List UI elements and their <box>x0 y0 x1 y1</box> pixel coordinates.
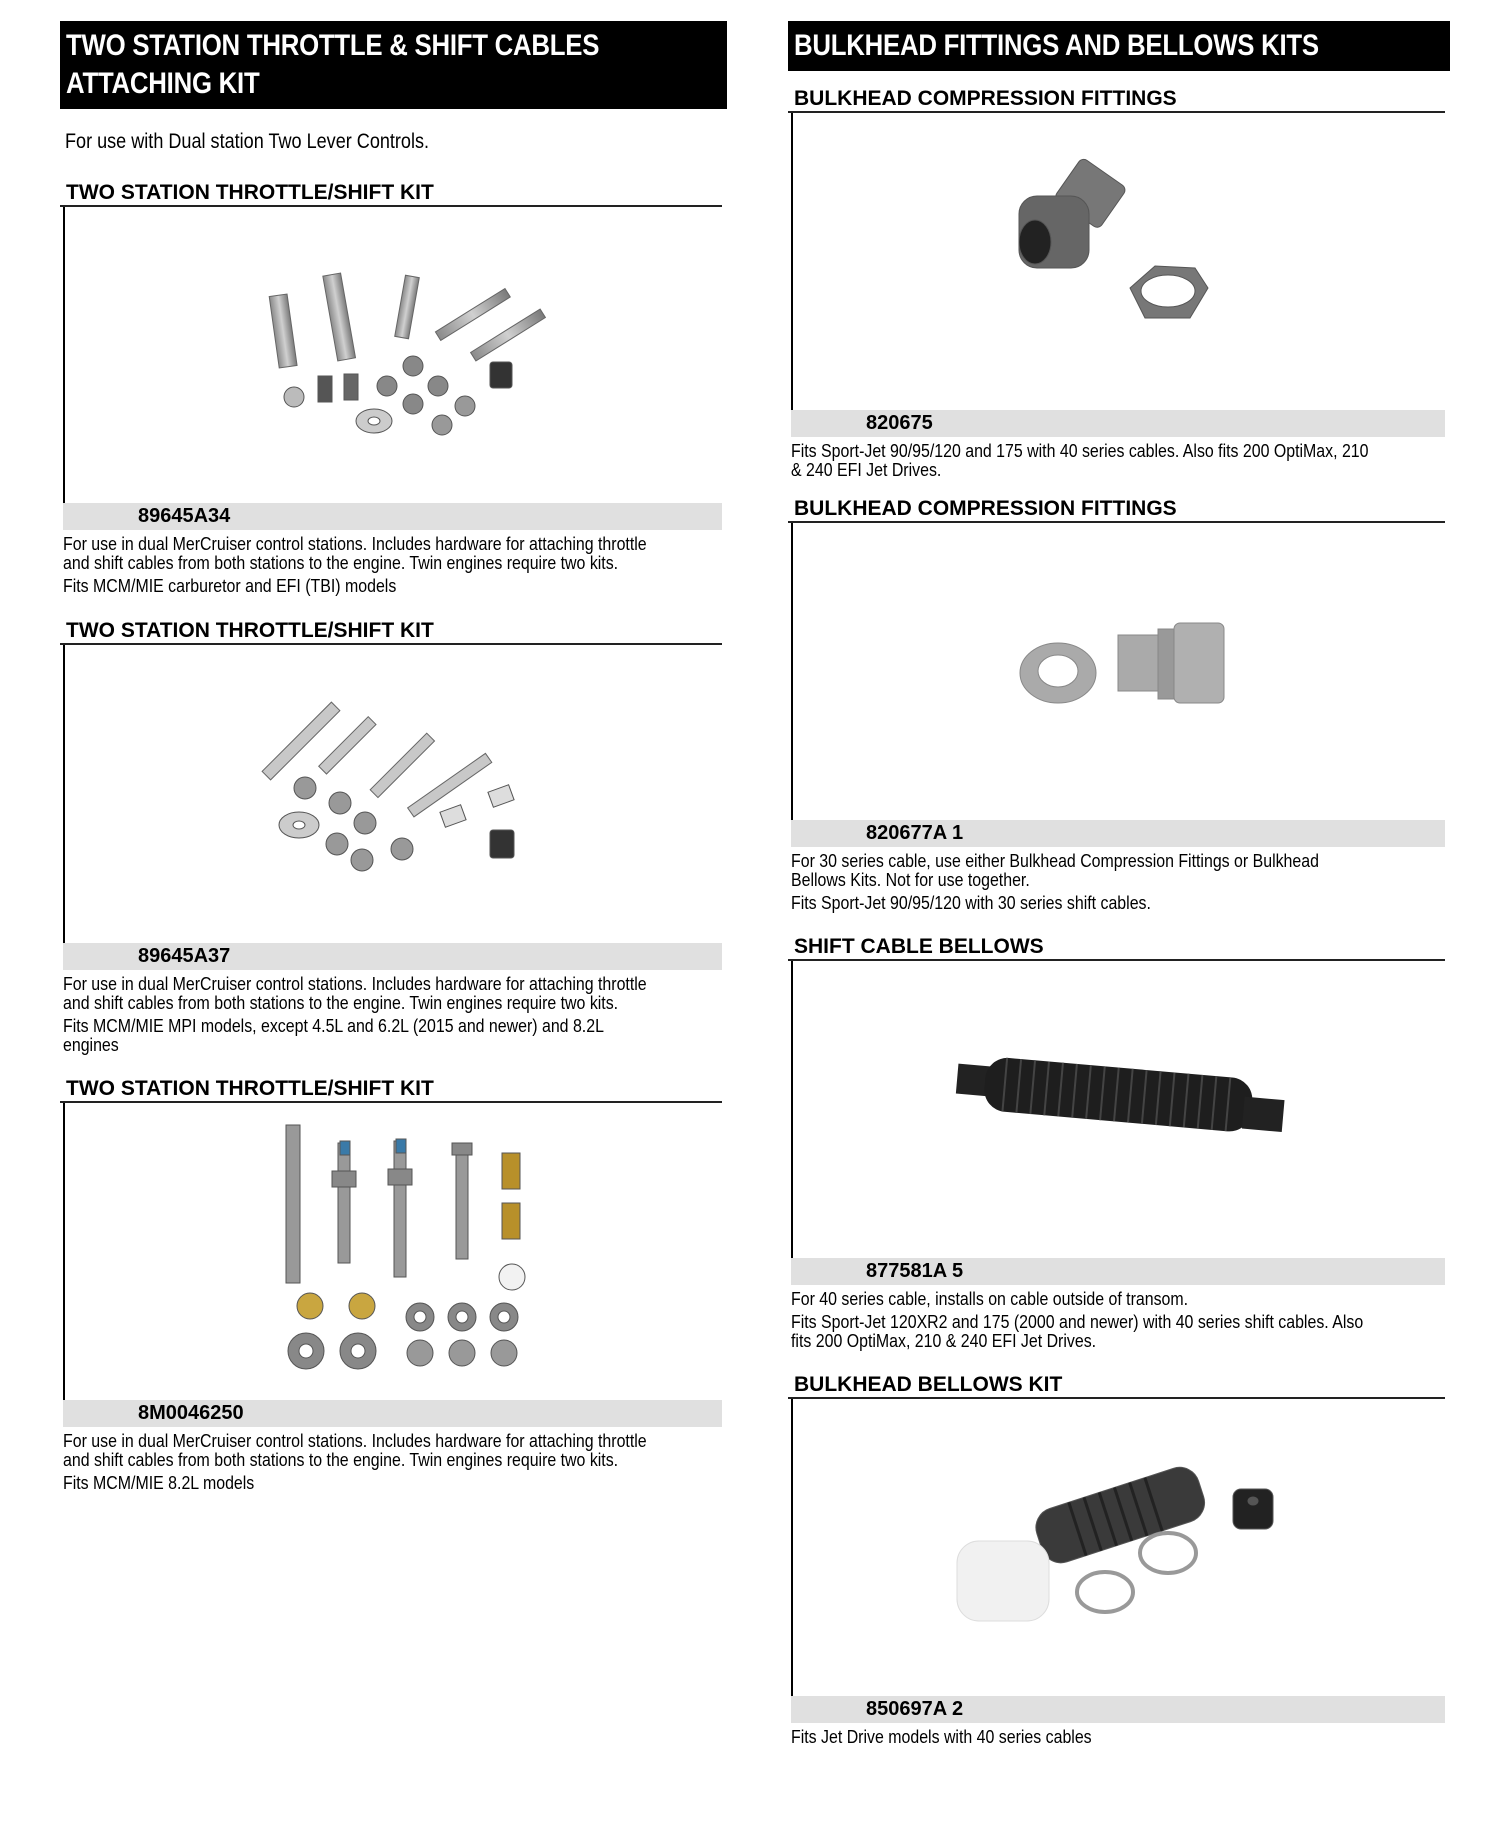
part-number: 877581A 5 <box>791 1258 1445 1285</box>
product-820677A-1 <box>788 497 1445 916</box>
product-image-frame <box>63 1103 722 1400</box>
compression-fitting-icon <box>1005 138 1245 358</box>
product-877581A-5 <box>788 935 1445 1354</box>
part-number: 820677A 1 <box>791 820 1445 847</box>
product-image-frame <box>63 645 722 943</box>
product-89645A34 <box>60 181 722 599</box>
hardware-kit-icon <box>232 680 552 910</box>
bellows-icon <box>943 1041 1323 1181</box>
bellows-kit-icon <box>933 1449 1293 1669</box>
product-820675 <box>788 87 1445 483</box>
product-850697A-2 <box>788 1373 1445 1750</box>
product-8M0046250 <box>60 1077 722 1496</box>
section-title: BULKHEAD COMPRESSION FITTINGS <box>788 87 1445 113</box>
section-title: BULKHEAD COMPRESSION FITTINGS <box>788 497 1445 523</box>
part-number: 8M0046250 <box>63 1400 722 1427</box>
product-89645A37 <box>60 619 722 1058</box>
product-description: For use in dual MerCruiser control stations. Includes hardware for attaching throttle and shift cables from both stations to the engine. Twin engines require two kits. Fits MCM/MIE 8.2L models <box>63 1430 647 1493</box>
product-description: Fits Jet Drive models with 40 series cables <box>791 1726 1092 1747</box>
left-main-header <box>60 21 727 109</box>
product-description: For use in dual MerCruiser control stations. Includes hardware for attaching throttle and shift cables from both stations to the engine. Twin engines require two kits. Fits MCM/MIE carburetor and EFI (TBI) models <box>63 533 647 596</box>
product-image-frame <box>791 1399 1445 1696</box>
part-number: 89645A37 <box>63 943 722 970</box>
part-number: 820675 <box>791 410 1445 437</box>
header-line-1: TWO STATION THROTTLE & SHIFT CABLES <box>66 29 600 62</box>
header-line-2: ATTACHING KIT <box>66 67 260 100</box>
compression-fitting-icon <box>1008 593 1248 743</box>
product-image-frame <box>791 961 1445 1258</box>
product-image-frame <box>63 207 722 503</box>
intro-text: For use with Dual station Two Lever Controls. <box>65 130 430 153</box>
product-description: For 40 series cable, installs on cable outside of transom. Fits Sport-Jet 120XR2 and 175 (2000 and newer) with 40 series shift cables. Also fits 200 OptiMax, 210 & 240 EFI Jet Drives. <box>791 1288 1364 1351</box>
section-title: TWO STATION THROTTLE/SHIFT KIT <box>60 619 722 645</box>
hardware-kit-icon <box>232 250 552 450</box>
section-title: BULKHEAD BELLOWS KIT <box>788 1373 1445 1399</box>
section-title: TWO STATION THROTTLE/SHIFT KIT <box>60 1077 722 1103</box>
header-line-1: BULKHEAD FITTINGS AND BELLOWS KITS <box>794 29 1319 62</box>
product-image-frame <box>791 523 1445 820</box>
product-description: For use in dual MerCruiser control stations. Includes hardware for attaching throttle and shift cables from both stations to the engine. Twin engines require two kits. Fits MCM/MIE MPI models, except 4.5L and 6.2L (2015 and newer) and 8.2L engines <box>63 973 647 1055</box>
hardware-kit-icon <box>242 1113 562 1393</box>
product-image-frame <box>791 113 1445 410</box>
part-number: 850697A 2 <box>791 1696 1445 1723</box>
section-title: TWO STATION THROTTLE/SHIFT KIT <box>60 181 722 207</box>
part-number: 89645A34 <box>63 503 722 530</box>
product-description: For 30 series cable, use either Bulkhead Compression Fittings or Bulkhead Bellows Kits. Not for use together. Fits Sport-Jet 90/95/120 with 30 series shift cables. <box>791 850 1319 913</box>
right-main-header <box>788 21 1450 71</box>
section-title: SHIFT CABLE BELLOWS <box>788 935 1445 961</box>
product-description: Fits Sport-Jet 90/95/120 and 175 with 40 series cables. Also fits 200 OptiMax, 210 & 240 EFI Jet Drives. <box>791 440 1369 480</box>
